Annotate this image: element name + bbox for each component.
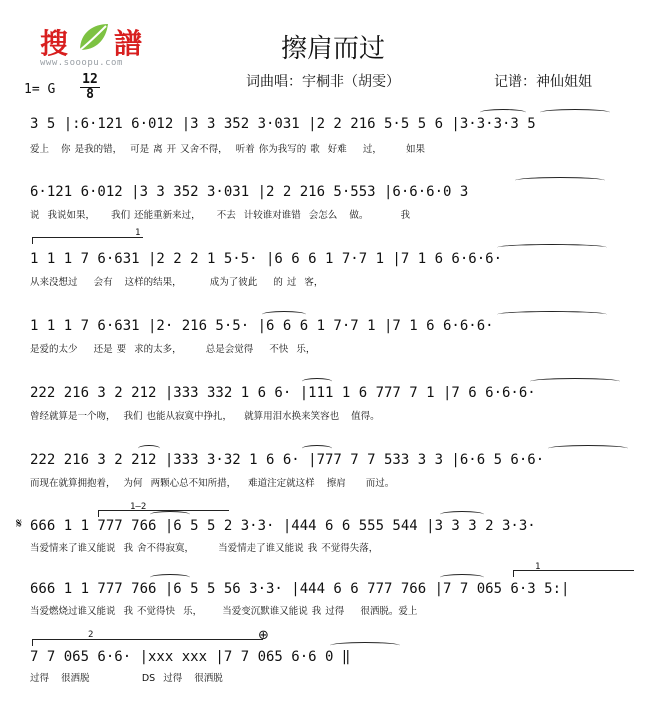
slur-icon bbox=[497, 311, 607, 318]
slur-icon bbox=[530, 378, 620, 385]
volta-bracket-line-9 bbox=[32, 639, 263, 646]
score-line-3-notes: 1 1 1 7 6·631 |2 2 2 1 5·5· |6 6 6 1 7·7 1 |7 1 6 6·6·6· bbox=[30, 251, 503, 267]
score-line-8-lyrics: 当爱燃烧过谁又能说 我 不觉得快 乐， 当爱变沉默谁又能说 我 过得 很洒脱。爱上 bbox=[30, 606, 418, 617]
volta-bracket-line-8 bbox=[513, 570, 634, 577]
song-title: 擦肩而过 bbox=[280, 34, 385, 64]
slur-icon bbox=[440, 574, 484, 581]
score-line-7-notes: 666 1 1 777 766 |6 5 5 2 3·3· |444 6 6 555 544 |3 3 3 2 3·3· bbox=[30, 518, 536, 534]
slur-icon bbox=[150, 511, 190, 518]
slur-icon bbox=[548, 445, 628, 452]
score-line-1-notes: 3 5 |:6·121 6·012 |3 3 3̇52 3·031 |2 2 216 5·5 5 6 |3·3·3·3 5 bbox=[30, 116, 536, 132]
slur-icon bbox=[480, 109, 526, 116]
score-line-8-notes: 666 1 1 777 766 |6 5 5 56 3·3· |444 6 6 777 766 |7 7 065 6·3 5:| bbox=[30, 581, 570, 597]
slur-icon bbox=[330, 642, 400, 649]
logo-char-1: 搜 bbox=[40, 27, 69, 60]
slur-icon bbox=[440, 511, 484, 518]
slur-icon bbox=[497, 244, 607, 251]
key-signature: 1= G bbox=[24, 82, 56, 97]
slur-icon bbox=[302, 445, 332, 452]
score-line-2-notes: 6·121 6·012 |3 3 3̇52 3·031 |2 2 216 5·553 |6·6·6·0 3 bbox=[30, 184, 469, 200]
slur-icon bbox=[515, 177, 605, 184]
volta-number-1: 1 bbox=[135, 228, 141, 238]
score-line-5-lyrics: 曾经就算是一个吻， 我们 也能从寂寞中挣扎， 就算用泪水换来笑容也 值得。 bbox=[30, 411, 388, 422]
slur-icon bbox=[262, 311, 306, 318]
volta-number-1-2: 1—2 bbox=[130, 502, 147, 512]
volta-bracket-line-3 bbox=[32, 237, 143, 244]
score-line-2-lyrics: 说 我说如果， 我们 还能重新来过， 不去 计较谁对谁错 会怎么 做。 我 bbox=[30, 210, 411, 221]
score-line-9-lyrics: 过得 很洒脱 DS 过得 很洒脱 bbox=[30, 673, 223, 684]
slur-icon bbox=[150, 574, 190, 581]
score-line-5-notes: 222 216 3 2 212 |333 332 1 6 6· |111 1 6 777 7 1 |7 6 6·6·6· bbox=[30, 385, 536, 401]
time-signature bbox=[80, 74, 100, 101]
volta-number-2: 2 bbox=[88, 630, 94, 640]
logo-char-2: 譜 bbox=[114, 27, 143, 60]
score-line-6-lyrics: 而现在就算拥抱着， 为何 两颗心总不知所措， 难道注定就这样 擦肩 而过。 bbox=[30, 478, 395, 489]
score-line-9-notes: 7 7 065 6·6· |xxx xxx |7 7 065 6·6 0 ‖ bbox=[30, 649, 351, 665]
score-line-1-lyrics: 爱上 你 是我的错， 可是 离 开 又舍不得， 听着 你为我写的 歌 好难 过， 如果 bbox=[30, 144, 425, 155]
time-signature-bottom: 8 bbox=[86, 87, 94, 102]
transcriber-credit: 记谱：神仙姐姐 bbox=[494, 74, 592, 90]
logo-url: www.sooopu.com bbox=[40, 58, 123, 68]
coda-icon: ⊕ bbox=[258, 628, 269, 643]
score-line-3-lyrics: 从来没想过 会有 这样的结果， 成为了彼此 的 过 客， bbox=[30, 277, 336, 288]
score-line-4-notes: 1 1 1 7 6·631 |2· 216 5·5· |6 6 6 1 7·7 1 |7 1 6 6·6·6· bbox=[30, 318, 494, 334]
segno-icon: 𝄋 bbox=[16, 516, 23, 532]
slur-icon bbox=[138, 445, 160, 452]
slur-icon bbox=[540, 109, 610, 116]
score-line-7-lyrics: 当爱情来了谁又能说 我 舍不得寂寞， 当爱情走了谁又能说 我 不觉得失落， bbox=[30, 543, 379, 554]
time-signature-top: 12 bbox=[82, 72, 98, 87]
slur-icon bbox=[302, 378, 332, 385]
score-line-4-lyrics: 是爱的太少 还是 要 求的太多， 总是会觉得 不快 乐， bbox=[30, 344, 328, 355]
lyricist-singer-credit: 词曲唱：宇桐非（胡雯） bbox=[246, 74, 400, 90]
volta-number-1-alt: 1 bbox=[535, 562, 541, 572]
score-line-6-notes: 222 216 3 2 212 |333 3·32 1 6 6· |777 7 7 533 3 3 |6·6 5 6·6· bbox=[30, 452, 545, 468]
